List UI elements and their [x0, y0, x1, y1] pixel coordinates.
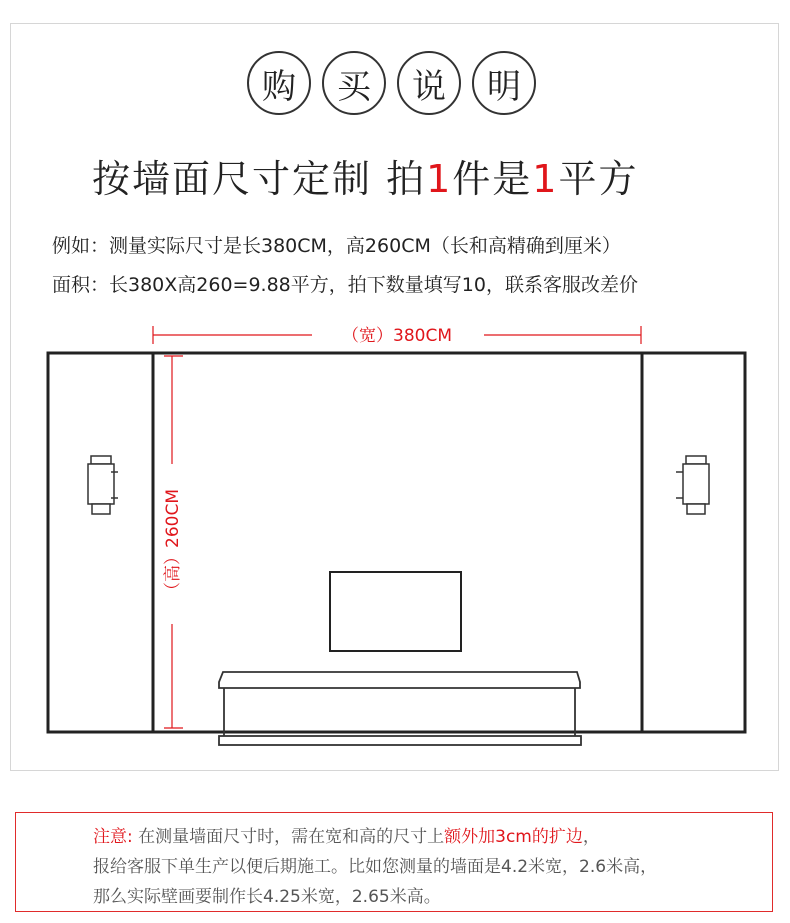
title-char-4: 明 [472, 51, 536, 115]
note-highlight: 额外加3cm的扩边 [444, 827, 583, 847]
area-text: 面积：长380X高260=9.88平方，拍下数量填写10，联系客服改差价 [52, 274, 638, 296]
height-label: （高）260CM [163, 489, 183, 599]
note-line-1-a: 在测量墙面尺寸时，需在宽和高的尺寸上 [132, 827, 445, 847]
headline-part3: 平方 [558, 157, 639, 201]
left-wall-lamp-icon [88, 456, 118, 514]
title-char-1: 购 [247, 51, 311, 115]
headline-part1: 按墙面尺寸定制 拍 [92, 157, 427, 201]
note-line-1-b: ， [582, 827, 600, 847]
title-char-2: 买 [322, 51, 386, 115]
right-wall-lamp-icon [676, 456, 709, 514]
headline-num1: 1 [426, 157, 453, 201]
tv-icon [330, 572, 461, 651]
title-char-3: 说 [397, 51, 461, 115]
height-dimension [163, 356, 183, 728]
note-line-2: 报给客服下单生产以便后期施工。比如您测量的墙面是4.2米宽，2.6米高， [93, 857, 658, 877]
width-label: （宽）380CM [342, 326, 452, 346]
headline-num2: 1 [532, 157, 559, 201]
note-prefix: 注意: [93, 827, 133, 847]
note-line-1 [93, 822, 600, 847]
note-line-3: 那么实际壁画要制作长4.25米宽，2.65米高。 [93, 887, 441, 907]
tv-cabinet-icon [219, 672, 581, 745]
example-text: 例如：测量实际尺寸是长380CM，高260CM（长和高精确到厘米） [52, 235, 621, 257]
headline-part2: 件是 [452, 157, 533, 201]
width-dimension [153, 326, 641, 346]
